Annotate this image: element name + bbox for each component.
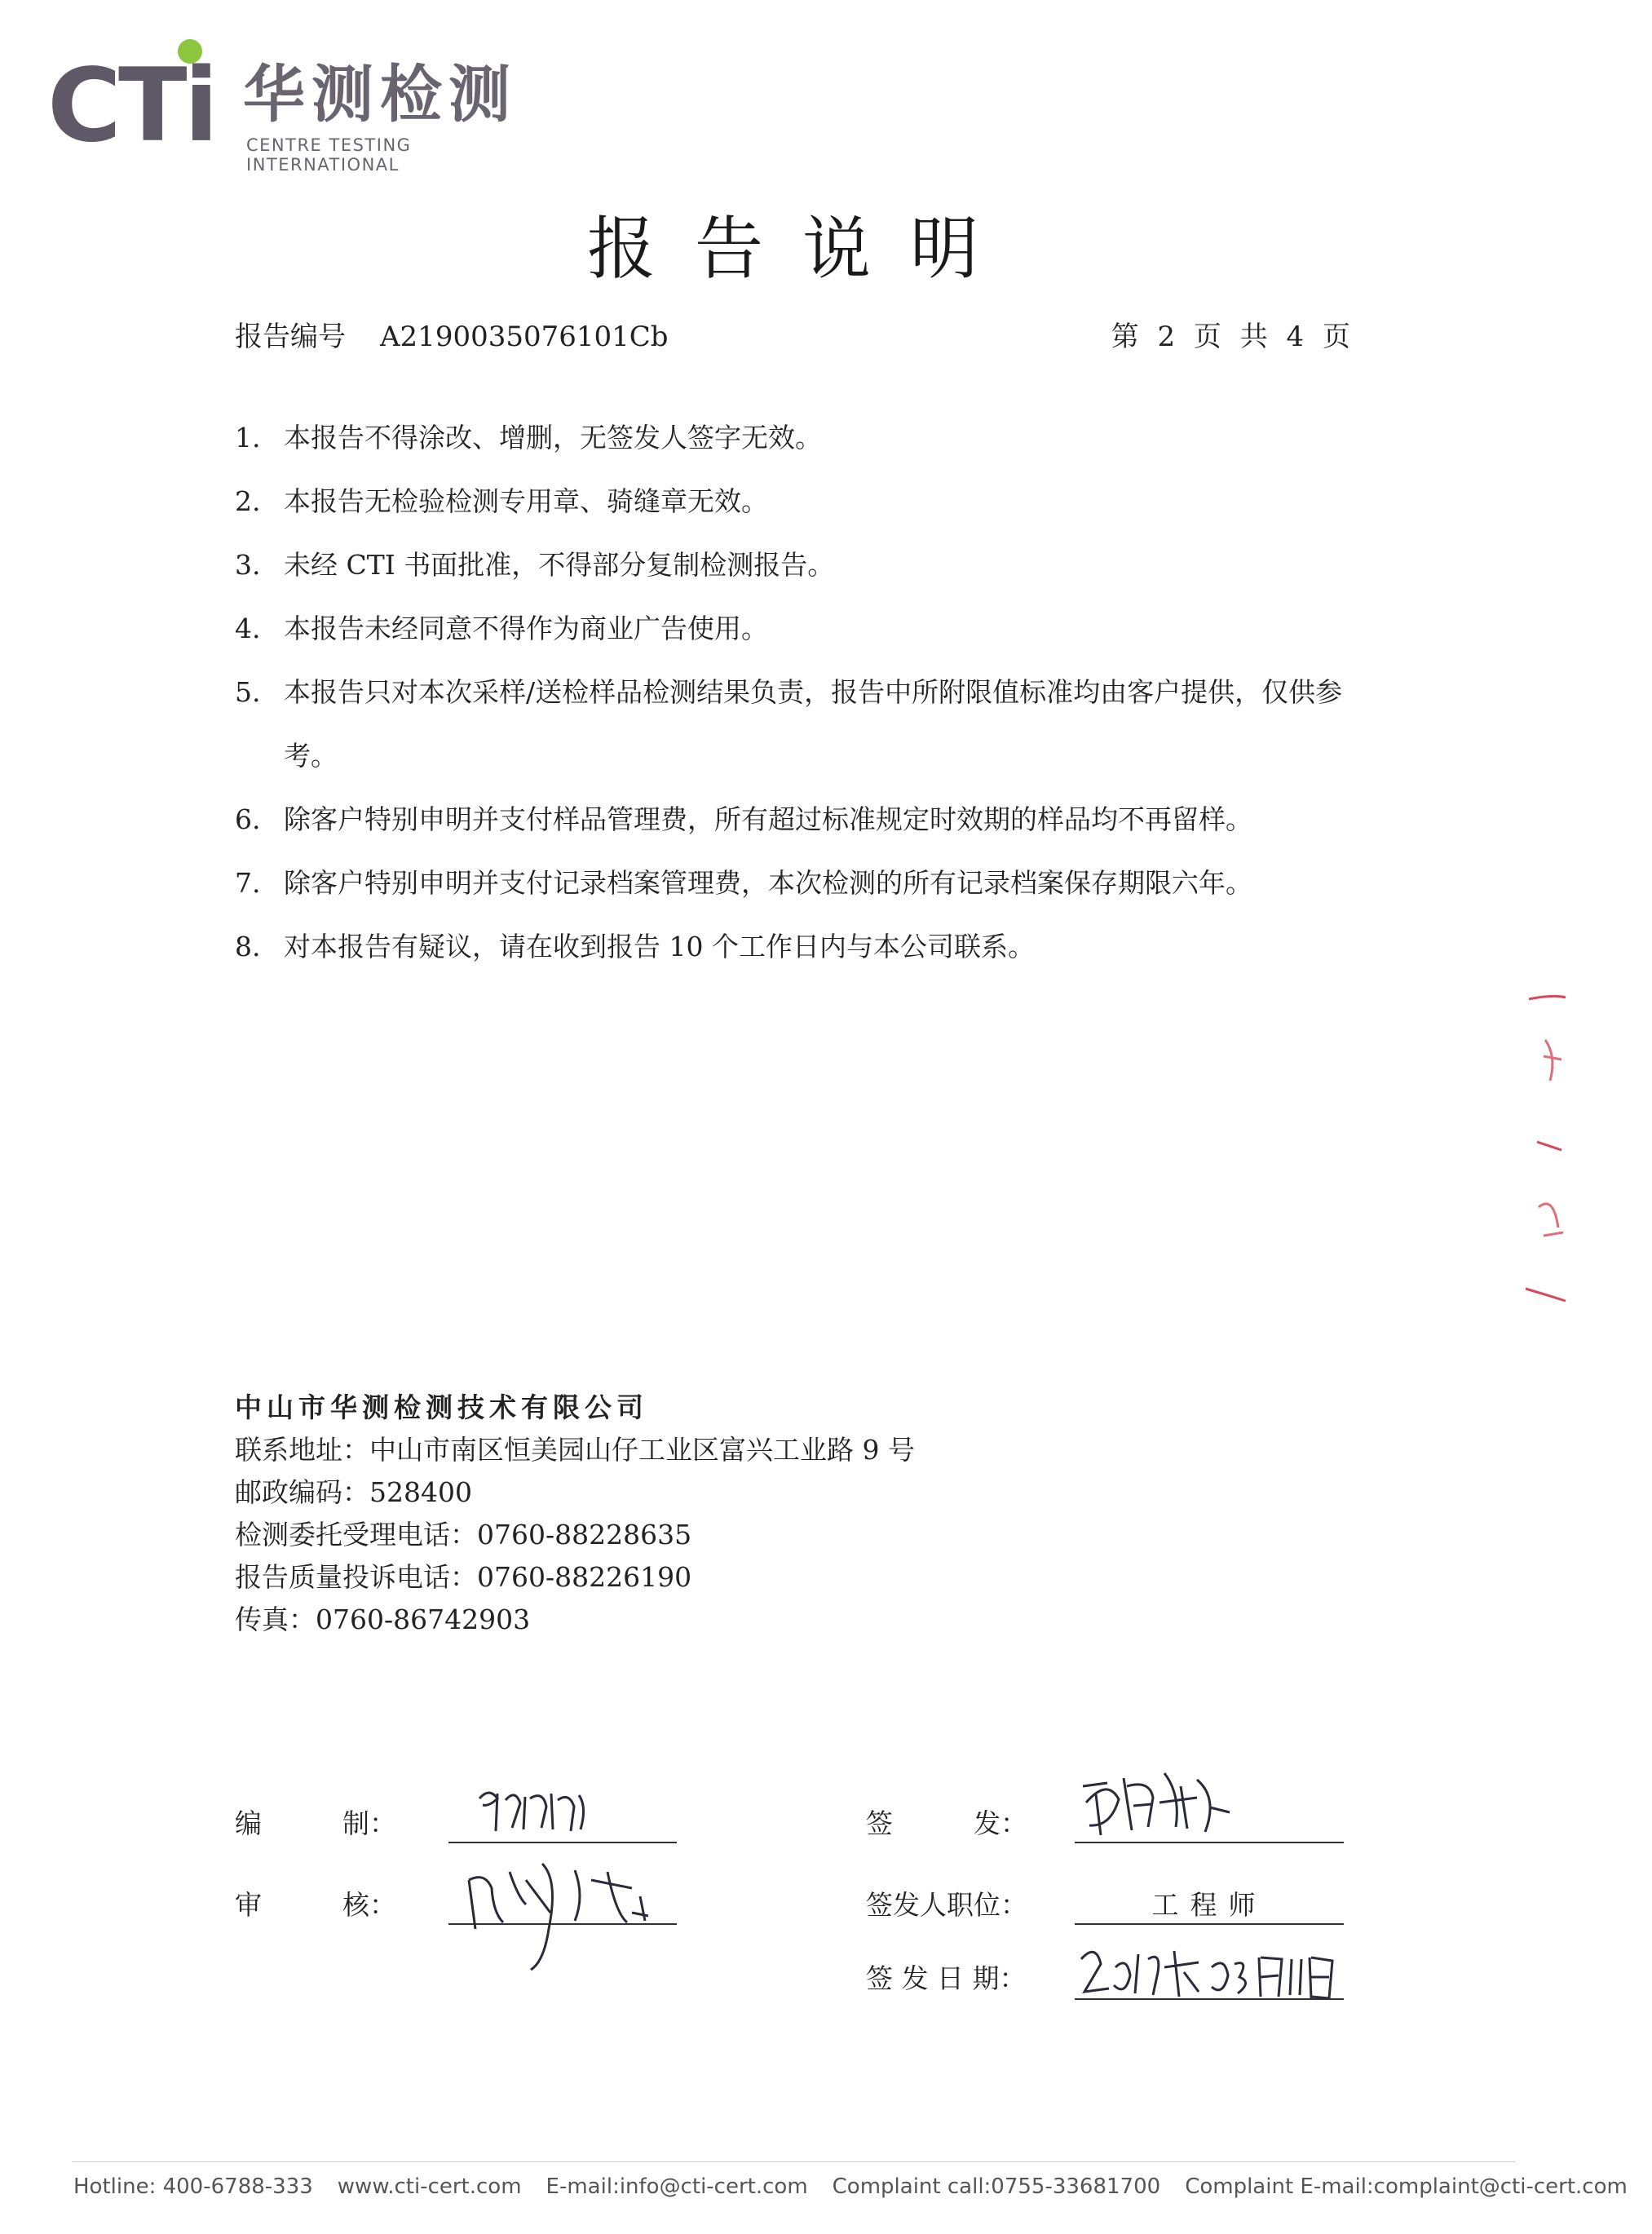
note-text: 本报告无检验检测专用章、骑缝章无效。 xyxy=(284,485,768,517)
compiled-label: 编 制： xyxy=(235,1807,396,1839)
footer-complaint-call: Complaint call:0755-33681700 xyxy=(832,2174,1161,2199)
issuer-title-value: 工程师 xyxy=(1151,1889,1267,1921)
company-postcode: 邮政编码：528400 xyxy=(235,1476,472,1508)
note-item xyxy=(235,597,1376,661)
issued-label: 签 发： xyxy=(866,1807,1027,1839)
note-index: 3. xyxy=(235,549,261,581)
reviewed-label: 审 核： xyxy=(235,1889,396,1921)
company-fax: 传真：0760-86742903 xyxy=(235,1604,531,1635)
footer-hotline: Hotline: 400-6788-333 xyxy=(73,2174,313,2199)
note-text: 未经 CTI 书面批准，不得部分复制检测报告。 xyxy=(284,549,835,581)
report-number-row xyxy=(235,314,669,354)
note-item xyxy=(235,661,1376,788)
note-index: 7. xyxy=(235,867,261,899)
reviewed-signature xyxy=(453,1847,665,1978)
note-index: 6. xyxy=(235,803,261,835)
compiled-signature xyxy=(473,1782,595,1843)
footer-complaint-email: Complaint E-mail:complaint@cti-cert.com xyxy=(1185,2174,1628,2199)
company-logo xyxy=(47,39,569,175)
logo-chinese-name: 华测检测 xyxy=(243,58,517,131)
note-text: 本报告只对本次采样/送检样品检测结果负责，报告中所附限值标准均由客户提供，仅供参考。 xyxy=(284,676,1343,772)
company-contact-block xyxy=(235,1387,915,1641)
note-item xyxy=(235,915,1376,979)
note-index: 4. xyxy=(235,613,261,644)
note-item xyxy=(235,470,1376,533)
company-complaint-phone: 报告质量投诉电话：0760-88226190 xyxy=(235,1561,692,1593)
note-item xyxy=(235,788,1376,852)
logo-english-name: CENTRE TESTING INTERNATIONAL xyxy=(246,135,412,175)
note-index: 8. xyxy=(235,931,261,962)
issuer-title-label: 签发人职位： xyxy=(866,1889,1027,1921)
note-index: 5. xyxy=(235,676,261,708)
logo-brand: CTi xyxy=(47,47,216,165)
note-index: 2. xyxy=(235,485,261,517)
report-number: A2190035076101Cb xyxy=(380,321,669,353)
note-item xyxy=(235,533,1376,597)
note-text: 本报告不得涂改、增删，无签发人签字无效。 xyxy=(284,422,822,453)
note-text: 本报告未经同意不得作为商业广告使用。 xyxy=(284,613,768,644)
issue-date-label: 签 发 日 期： xyxy=(866,1962,1027,1994)
note-index: 1. xyxy=(235,422,261,453)
company-inquiry-phone: 检测委托受理电话：0760-88228635 xyxy=(235,1519,692,1551)
footer xyxy=(73,2174,1652,2199)
note-text: 对本报告有疑议，请在收到报告 10 个工作日内与本公司联系。 xyxy=(284,931,1035,962)
note-text: 除客户特别申明并支付记录档案管理费，本次检测的所有记录档案保存期限六年。 xyxy=(284,867,1252,899)
report-number-label: 报告编号 xyxy=(235,321,346,353)
footer-email: E-mail:info@cti-cert.com xyxy=(546,2174,808,2199)
report-notes-list xyxy=(235,406,1376,979)
note-text: 除客户特别申明并支付样品管理费，所有超过标准规定时效期的样品均不再留样。 xyxy=(284,803,1252,835)
seam-stamp xyxy=(1521,991,1566,1317)
page-title: 报告说明 xyxy=(586,209,1018,289)
issue-date-handwritten xyxy=(1076,1935,1345,2008)
issuer-title-line xyxy=(1075,1923,1344,1925)
footer-website: www.cti-cert.com xyxy=(337,2174,522,2199)
page-info: 第 2 页 共 4 页 xyxy=(1111,321,1355,353)
note-item xyxy=(235,406,1376,470)
footer-divider xyxy=(72,2161,1515,2162)
issued-signature xyxy=(1075,1762,1238,1843)
note-item xyxy=(235,852,1376,915)
company-address: 联系地址：中山市南区恒美园山仔工业区富兴工业路 9 号 xyxy=(235,1434,915,1466)
company-name: 中山市华测检测技术有限公司 xyxy=(235,1391,648,1423)
